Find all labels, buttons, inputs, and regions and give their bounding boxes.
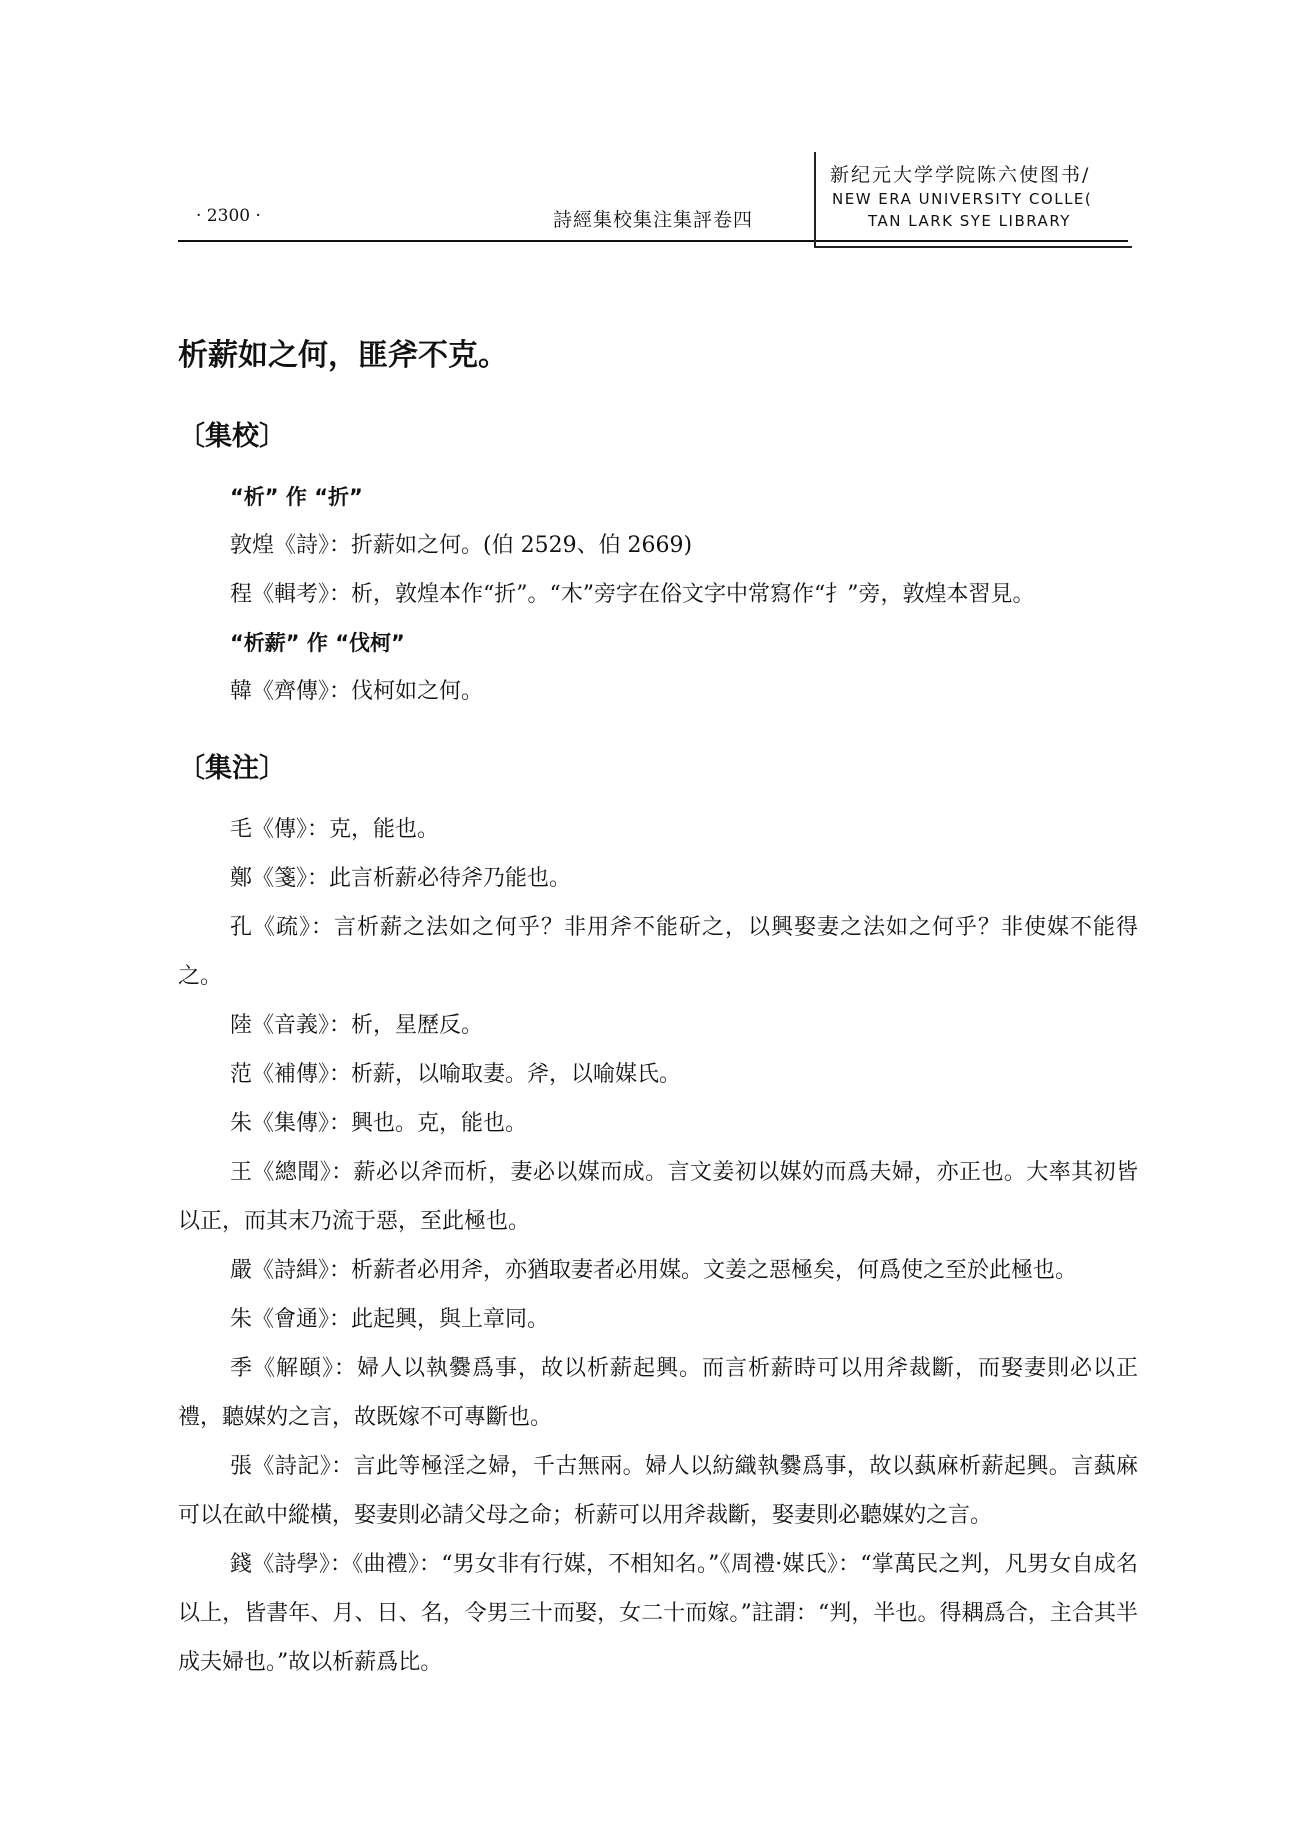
- jizhu-entry: 陸《音義》：析，星歷反。: [230, 1013, 484, 1038]
- jizhu-entry: 范《補傳》：析薪，以喻取妻。斧，以喻媒氏。: [230, 1062, 682, 1087]
- jijiao-entry: 韓《齊傳》：伐柯如之何。: [230, 679, 484, 704]
- section-jijiao-heading: 〔集校〕: [178, 421, 286, 452]
- section-jizhu-heading: 〔集注〕: [178, 753, 286, 784]
- jizhu-entry: 張《詩記》：言此等極淫之婦，千古無兩。婦人以紡織執爨爲事，故以蓺麻析薪起興。言蓺麻可以在畝中縱橫，娶妻則必請父母之命；析薪可以用斧裁斷，娶妻則必聽媒妁之言。: [178, 1454, 1138, 1528]
- stamp-line-library: TAN LARK SYE LIBRARY: [868, 212, 1071, 230]
- jizhu-entry: 錢《詩學》：《曲禮》：“男女非有行媒，不相知名。”《周禮·媒氏》：“掌萬民之判，凡男女自成名以上，皆書年、月、日、名，令男三十而娶，女二十而嫁。”註謂：“判，半也。得耦爲合，主合其半成夫婦也。”故以析薪爲比。: [178, 1552, 1138, 1675]
- jijiao-subheading-1: “析” 作 “折”: [230, 485, 363, 509]
- stamp-line-chinese: 新纪元大学学院陈六使图书/: [830, 164, 1091, 186]
- jijiao-entry: 程《輯考》：析，敦煌本作“折”。“木”旁字在俗文字中常寫作“扌”旁，敦煌本習見。: [230, 582, 1035, 607]
- jizhu-entry: 鄭《箋》：此言析薪必待斧乃能也。: [230, 866, 572, 891]
- stamp-line-college: NEW ERA UNIVERSITY COLLE(: [832, 190, 1093, 208]
- jizhu-entry: 嚴《詩緝》：析薪者必用斧，亦猶取妻者必用媒。文姜之惡極矣，何爲使之至於此極也。: [230, 1258, 1078, 1283]
- running-title: 詩經集校集注集評卷四: [553, 209, 754, 231]
- jijiao-subheading-2: “析薪” 作 “伐柯”: [230, 631, 405, 655]
- section-gap: [178, 716, 1138, 738]
- jizhu-entry: 毛《傳》：克，能也。: [230, 817, 440, 842]
- verse-line: 析薪如之何，匪斧不克。: [178, 338, 508, 373]
- jizhu-entry: 孔《疏》：言析薪之法如之何乎？非用斧不能斫之，以興娶妻之法如之何乎？非使媒不能得之。: [178, 915, 1138, 989]
- jizhu-entry: 王《總聞》：薪必以斧而析，妻必以媒而成。言文姜初以媒妁而爲夫婦，亦正也。大率其初皆以正，而其末乃流于惡，至此極也。: [178, 1160, 1138, 1234]
- jizhu-entry: 朱《集傳》：興也。克，能也。: [230, 1111, 528, 1136]
- page-number: · 2300 ·: [196, 206, 261, 226]
- jizhu-entry: 朱《會通》：此起興，與上章同。: [230, 1307, 550, 1332]
- jijiao-entry: 敦煌《詩》：折薪如之何。(伯 2529、伯 2669): [230, 533, 693, 558]
- page-content: [178, 312, 1138, 1687]
- jizhu-entry: 季《解頤》：婦人以執爨爲事，故以析薪起興。而言析薪時可以用斧裁斷，而娶妻則必以正禮，聽媒妁之言，故既嫁不可專斷也。: [178, 1356, 1138, 1430]
- library-stamp: [814, 152, 1132, 248]
